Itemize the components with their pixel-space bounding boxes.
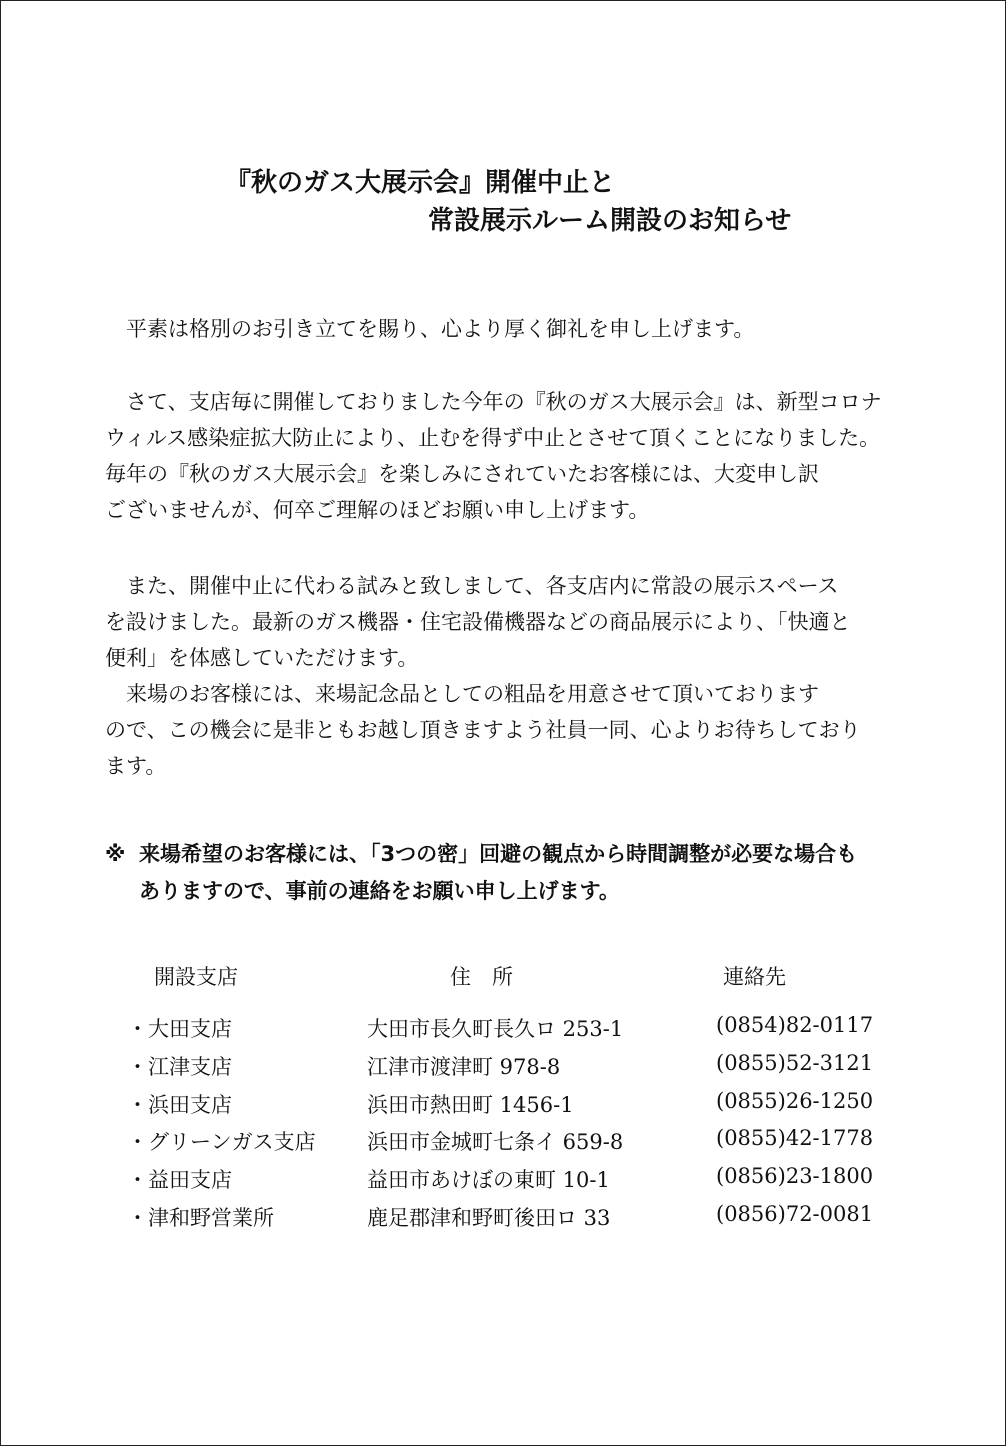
header-branch: 開設支店	[154, 965, 238, 989]
paragraph-line: ウィルス感染症拡大防止により、止むを得ず中止とさせて頂くことになりました。	[105, 426, 881, 450]
paragraph-line: ございませんが、何卒ご理解のほどお願い申し上げます。	[105, 498, 650, 522]
branch-name: ・グリーンガス支店	[127, 1130, 316, 1154]
branch-row	[1, 1089, 1005, 1125]
branch-phone: (0854)82-0117	[716, 1013, 874, 1037]
branch-name: ・浜田支店	[127, 1093, 232, 1117]
branch-address: 鹿足郡津和野町後田ロ 33	[367, 1206, 611, 1230]
branch-row	[1, 1164, 1005, 1200]
title-line-2: 常設展示ルーム開設のお知らせ	[428, 206, 792, 236]
branch-phone: (0856)72-0081	[716, 1202, 874, 1226]
remark-line-1: 来場希望のお客様には、「3つの密」回避の観点から時間調整が必要な場合も	[139, 842, 858, 866]
branch-name: ・益田支店	[127, 1168, 232, 1192]
remark-mark: ※	[105, 842, 126, 866]
branch-phone: (0855)52-3121	[716, 1051, 874, 1075]
paragraph-line: 便利」を体感していただけます。	[105, 646, 419, 670]
paragraph-line: また、開催中止に代わる試みと致しまして、各支店内に常設の展示スペース	[105, 574, 839, 598]
branch-address: 大田市長久町長久ロ 253-1	[367, 1017, 624, 1041]
branch-phone: (0855)42-1778	[716, 1126, 874, 1150]
branch-address: 浜田市金城町七条イ 659-8	[367, 1130, 624, 1154]
paragraph-line: ます。	[105, 754, 167, 778]
paragraph-line: を設けました。最新のガス機器・住宅設備機器などの商品展示により、「快適と	[105, 610, 851, 634]
greeting	[105, 311, 935, 347]
paragraph-line: 来場のお客様には、来場記念品としての粗品を用意させて頂いております	[105, 682, 819, 706]
branch-row	[1, 1051, 1005, 1087]
branch-name: ・江津支店	[127, 1055, 232, 1079]
branch-name: ・大田支店	[127, 1017, 232, 1041]
branch-name: ・津和野営業所	[127, 1206, 274, 1230]
branch-row	[1, 1013, 1005, 1049]
branch-phone: (0855)26-1250	[716, 1089, 874, 1113]
branch-address: 浜田市熱田町 1456-1	[367, 1093, 574, 1117]
branch-phone: (0856)23-1800	[716, 1164, 874, 1188]
branch-row	[1, 1202, 1005, 1238]
notice-remark	[105, 836, 857, 910]
paragraph-line: ので、この機会に是非ともお越し頂きますよう社員一同、心よりお待ちしており	[105, 718, 861, 742]
paragraph-line: 毎年の『秋のガス大展示会』を楽しみにされていたお客様には、大変申し訳	[105, 462, 819, 486]
header-contact: 連絡先	[723, 965, 786, 989]
paragraph-cancellation	[105, 384, 935, 528]
branch-address: 益田市あけぼの東町 10-1	[367, 1168, 610, 1192]
branch-address: 江津市渡津町 978-8	[367, 1055, 561, 1079]
paragraph-showroom	[105, 568, 935, 784]
remark-line-2: ありますので、事前の連絡をお願い申し上げます。	[139, 879, 620, 903]
paragraph-line: さて、支店毎に開催しておりました今年の『秋のガス大展示会』は、新型コロナ	[105, 390, 882, 414]
header-address: 住 所	[450, 965, 513, 989]
title-line-1: 『秋のガス大展示会』開催中止と	[225, 168, 616, 198]
branch-row	[1, 1126, 1005, 1162]
greeting-line: 平素は格別のお引き立てを賜り、心より厚く御礼を申し上げます。	[105, 317, 755, 341]
